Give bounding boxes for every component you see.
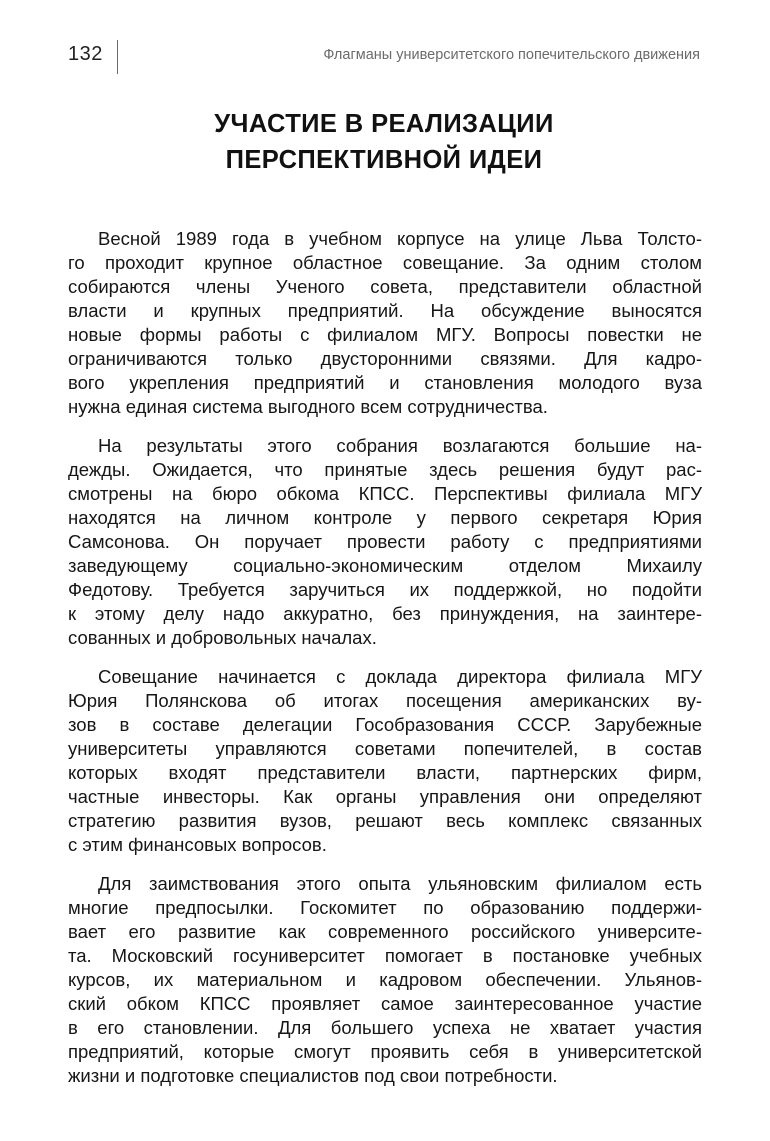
running-title: Флагманы университетского попечительского движения bbox=[323, 47, 700, 63]
text-line: Юрия Полянскова об итогах посещения американских ву- bbox=[68, 690, 702, 711]
text-line: курсов, их материальном и кадровом обеспечении. Ульянов- bbox=[68, 969, 702, 990]
text-line: Для заимствования этого опыта ульяновским филиалом есть bbox=[98, 873, 702, 894]
body-text bbox=[68, 227, 702, 1103]
text-line: Совещание начинается с доклада директора филиала МГУ bbox=[98, 666, 702, 687]
text-line: находятся на личном контроле у первого секретаря Юрия bbox=[68, 507, 702, 528]
text-line: та. Московский госуниверситет помогает в постановке учебных bbox=[68, 945, 702, 966]
text-line: вого укрепления предприятий и становления молодого вуза bbox=[68, 372, 702, 393]
text-line: новые формы работы с филиалом МГУ. Вопросы повестки не bbox=[68, 324, 702, 345]
text-line: власти и крупных предприятий. На обсуждение выносятся bbox=[68, 300, 702, 321]
text-line: На результаты этого собрания возлагаются большие на- bbox=[98, 435, 702, 456]
text-line: ограничиваются только двусторонними связями. Для кадро- bbox=[68, 348, 702, 369]
paragraph-2 bbox=[68, 434, 702, 650]
text-line: вает его развитие как современного российского университе- bbox=[68, 921, 702, 942]
text-line: которых входят представители власти, партнерских фирм, bbox=[68, 762, 702, 783]
paragraph-1 bbox=[68, 227, 702, 419]
text-line: нужна единая система выгодного всем сотрудничества. bbox=[68, 396, 548, 417]
text-line: частные инвесторы. Как органы управления они определяют bbox=[68, 786, 702, 807]
chapter-title bbox=[68, 106, 700, 178]
text-line: жизни и подготовке специалистов под свои потребности. bbox=[68, 1065, 558, 1086]
page-number: 132 bbox=[68, 43, 103, 65]
text-line: в его становлении. Для большего успеха не хватает участия bbox=[68, 1017, 702, 1038]
chapter-title-line: ПЕРСПЕКТИВНОЙ ИДЕИ bbox=[225, 146, 543, 174]
paragraph-3 bbox=[68, 665, 702, 857]
text-line: дежды. Ожидается, что принятые здесь решения будут рас- bbox=[68, 459, 702, 480]
text-line: зов в составе делегации Гособразования СССР. Зарубежные bbox=[68, 714, 702, 735]
text-line: университеты управляются советами попечителей, в состав bbox=[68, 738, 702, 759]
page-header bbox=[68, 40, 700, 74]
text-line: Весной 1989 года в учебном корпусе на улице Льва Толсто- bbox=[98, 228, 702, 249]
text-line: к этому делу надо аккуратно, без принуждения, на заинтере- bbox=[68, 603, 702, 624]
text-line: ский обком КПСС проявляет самое заинтересованное участие bbox=[68, 993, 702, 1014]
chapter-title-line: УЧАСТИЕ В РЕАЛИЗАЦИИ bbox=[214, 110, 554, 138]
text-line: предприятий, которые смогут проявить себя в университетской bbox=[68, 1041, 702, 1062]
text-line: сованных и добровольных началах. bbox=[68, 627, 377, 648]
text-line: Федотову. Требуется заручиться их поддержкой, но подойти bbox=[68, 579, 702, 600]
paragraph-4 bbox=[68, 872, 702, 1088]
header-divider bbox=[117, 40, 118, 74]
text-line: Самсонова. Он поручает провести работу с предприятиями bbox=[68, 531, 702, 552]
text-line: многие предпосылки. Госкомитет по образованию поддержи- bbox=[68, 897, 702, 918]
text-line: с этим финансовых вопросов. bbox=[68, 834, 327, 855]
text-line: собираются члены Ученого совета, представители областной bbox=[68, 276, 702, 297]
text-line: го проходит крупное областное совещание. За одним столом bbox=[68, 252, 702, 273]
text-line: смотрены на бюро обкома КПСС. Перспективы филиала МГУ bbox=[68, 483, 702, 504]
text-line: заведующему социально-экономическим отделом Михаилу bbox=[68, 555, 702, 576]
text-line: стратегию развития вузов, решают весь комплекс связанных bbox=[68, 810, 702, 831]
